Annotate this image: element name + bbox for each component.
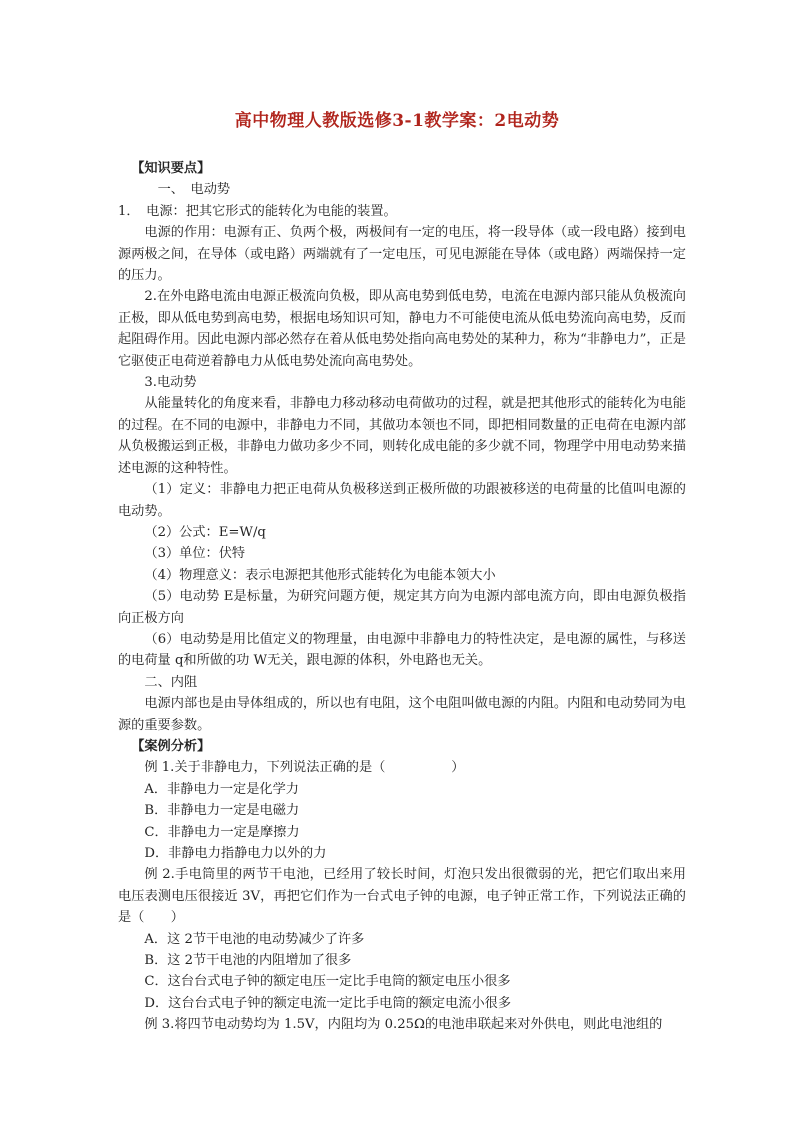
example-2-option-a: A．这 2节干电池的电动势减少了许多 xyxy=(144,931,365,947)
paragraph-energy-conversion: 从能量转化的角度来看，非静电力移动移动电荷做功的过程，就是把其他形式的能转化为电能的过程。在不同的电源中，非静电力不同，其做功本领也不同，即把相同数量的正电荷在电源内部从负极搬运到正极，非静电力做功多少不同，则转化成电能的多少就不同，物理学中用电动势来描述电源的这种特性。 xyxy=(118,396,686,476)
item-unit: （3）单位：伏特 xyxy=(144,546,246,562)
example-1-option-d: D．非静电力指静电力以外的力 xyxy=(144,846,327,861)
section-heading-knowledge: 【知识要点】 xyxy=(131,161,211,176)
example-2-option-d: D．这台台式电子钟的额定电流一定比手电筒的额定电流小很多 xyxy=(144,995,512,1011)
item-ratio-definition: （6）电动势是用比值定义的物理量，由电源中非静电力的特性决定，是电源的属性，与移送的电荷量 q和所做的功 W无关，跟电源的体积，外电路也无关。 xyxy=(118,631,686,669)
example-3-question: 例 3.将四节电动势均为 1.5V，内阻均为 0.25Ω的电池串联起来对外供电，则此电池组的 xyxy=(144,1017,663,1033)
subheading-emf-3: 3.电动势 xyxy=(144,375,197,391)
example-1-question: 例 1.关于非静电力，下列说法正确的是（ ） xyxy=(144,760,465,776)
example-1-option-c: C．非静电力一定是摩擦力 xyxy=(144,824,300,840)
subheading-internal-resistance: 二、内阻 xyxy=(144,674,198,690)
item-definition: （1）定义：非静电力把正电荷从负极移送到正极所做的功跟被移送的电荷量的比值叫电源的电动势。 xyxy=(118,482,686,519)
paragraph-power-source: 1． 电源：把其它形式的能转化为电能的装置。 xyxy=(118,203,397,219)
item-physical-meaning: （4）物理意义：表示电源把其他形式能转化为电能本领大小 xyxy=(144,567,496,583)
section-heading-cases: 【案例分析】 xyxy=(131,738,211,754)
example-1-option-a: A．非静电力一定是化学力 xyxy=(144,781,299,797)
paragraph-non-electrostatic-force: 2.在外电路电流由电源正极流向负极，即从高电势到低电势，电流在电源内部只能从负极流向正极，即从低电势到高电势，根据电场知识可知，静电力不可能使电流从低电势流向高电势，反而起阻碍作用。因此电源内部必然存在着从低电势处指向高电势处的某种力，称为“非静电力”，正是它驱使正电荷逆着静电力从低电势处流向高电势处。 xyxy=(118,289,686,369)
paragraph-internal-resistance: 电源内部也是由导体组成的，所以也有电阻，这个电阻叫做电源的内阻。内阻和电动势同为电源的重要参数。 xyxy=(118,696,686,733)
example-2-option-c: C．这台台式电子钟的额定电压一定比手电筒的额定电压小很多 xyxy=(144,974,511,990)
item-formula: （2）公式：E=W/q xyxy=(144,524,266,540)
example-2-question: 例 2.手电筒里的两节干电池，已经用了较长时间，灯泡只发出很微弱的光，把它们取出来用电压表测电压很接近 3V，再把它们作为一台式电子钟的电源，电子钟正常工作，下列说法正确的是（ ） xyxy=(118,867,686,926)
document-body xyxy=(118,158,686,1036)
example-1-option-b: B．非静电力一定是电磁力 xyxy=(144,803,300,819)
paragraph-source-role: 电源的作用：电源有正、负两个极，两极间有一定的电压，将一段导体（或一段电路）接到电源两极之间，在导体（或电路）两端就有了一定电压，可见电源能在导体（或电路）两端保持一定的压力。 xyxy=(118,225,686,284)
example-2-option-b: B．这 2节干电池的内阻增加了很多 xyxy=(144,953,352,969)
item-scalar-direction: （5）电动势 E是标量，为研究问题方便，规定其方向为电源内部电流方向，即由电源负极指向正极方向 xyxy=(118,589,686,626)
subheading-emf: 一、 电动势 xyxy=(157,182,231,198)
document-title: 高中物理人教版选修3-1教学案：2电动势 xyxy=(234,111,560,131)
